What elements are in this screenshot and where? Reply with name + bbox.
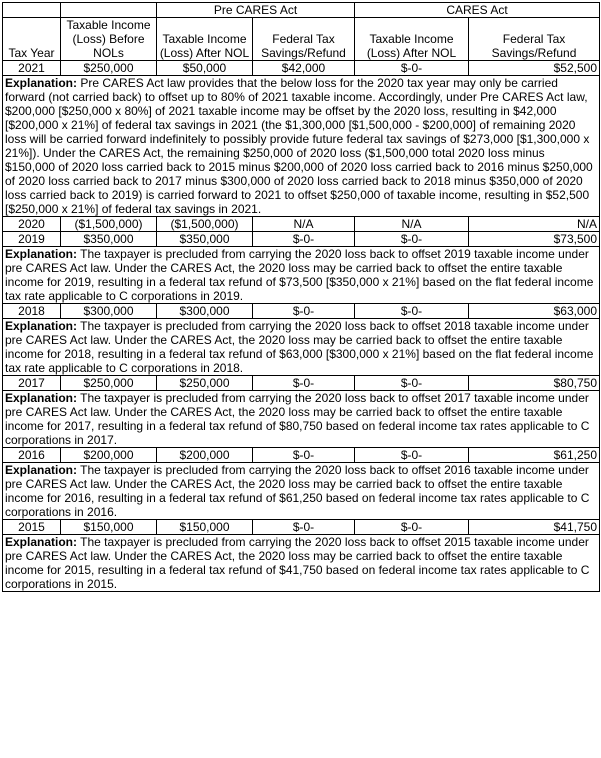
table-row — [3, 376, 600, 391]
header-cares: CARES Act — [355, 3, 600, 18]
explanation-label: Explanation: — [5, 319, 78, 333]
cell-pre-after-nol: $200,000 — [157, 448, 253, 463]
explanation-text: The taxpayer is precluded from carrying the 2020 loss back to offset 2015 taxable income under pre CARES Act law. Under the CARES Act, the 2020 loss may be carried back to offset the entire taxable income for 2015, resulting in a federal tax refund of $41,750 based on federal income tax rates applicable to C corporations in 2015. — [5, 535, 590, 591]
cell-pre-after-nol: $50,000 — [157, 61, 253, 76]
cell-before-nols: ($1,500,000) — [61, 217, 157, 232]
cell-pre-after-nol: $300,000 — [157, 304, 253, 319]
cell-tax-year: 2021 — [3, 61, 61, 76]
cell-pre-savings: $42,000 — [253, 61, 355, 76]
cell-before-nols: $150,000 — [61, 520, 157, 535]
explanation-label: Explanation: — [5, 463, 78, 477]
explanation-cell — [3, 319, 600, 376]
cell-tax-year: 2020 — [3, 217, 61, 232]
cell-pre-savings: $-0- — [253, 232, 355, 247]
header-blank-before — [61, 3, 157, 18]
explanation-row — [3, 391, 600, 448]
explanation-label: Explanation: — [5, 247, 78, 261]
cell-pre-after-nol: $150,000 — [157, 520, 253, 535]
cell-before-nols: $200,000 — [61, 448, 157, 463]
table-row — [3, 61, 600, 76]
explanation-cell — [3, 535, 600, 592]
cell-before-nols: $250,000 — [61, 376, 157, 391]
cell-pre-savings: $-0- — [253, 304, 355, 319]
table-row — [3, 448, 600, 463]
cell-cares-after-nol: $-0- — [355, 61, 469, 76]
explanation-text: The taxpayer is precluded from carrying the 2020 loss back to offset 2016 taxable income under pre CARES Act law. Under the CARES Act, the 2020 loss may be carried back to offset the entire taxable income for 2016, resulting in a federal tax refund of $61,250 based on federal income tax rates applicable to C corporations in 2016. — [5, 463, 590, 519]
explanation-text: The taxpayer is precluded from carrying the 2020 loss back to offset 2017 taxable income under pre CARES Act law. Under the CARES Act, the 2020 loss may be carried back to offset the entire taxable income for 2017, resulting in a federal tax refund of $80,750 based on federal income tax rates applicable to C corporations in 2017. — [5, 391, 590, 447]
table-row — [3, 217, 600, 232]
table-row — [3, 520, 600, 535]
cell-cares-savings: N/A — [469, 217, 600, 232]
header-pre-cares: Pre CARES Act — [157, 3, 355, 18]
cell-pre-savings: $-0- — [253, 376, 355, 391]
explanation-cell — [3, 247, 600, 304]
cell-pre-savings: N/A — [253, 217, 355, 232]
table-row — [3, 232, 600, 247]
cell-cares-after-nol: N/A — [355, 217, 469, 232]
header-group-row — [3, 3, 600, 18]
cell-pre-after-nol: $250,000 — [157, 376, 253, 391]
cell-before-nols: $300,000 — [61, 304, 157, 319]
cell-pre-after-nol: ($1,500,000) — [157, 217, 253, 232]
explanation-label: Explanation: — [5, 535, 78, 549]
explanation-label: Explanation: — [5, 391, 78, 405]
cell-before-nols: $350,000 — [61, 232, 157, 247]
explanation-text: The taxpayer is precluded from carrying the 2020 loss back to offset 2019 taxable income under pre CARES Act law. Under the CARES Act, the 2020 loss may be carried back to offset the entire taxable income for 2019, resulting in a federal tax refund of $73,500 [$350,000 x 21%] based on the flat federal income tax rate applicable to C corporations in 2019. — [5, 247, 594, 303]
cell-tax-year: 2016 — [3, 448, 61, 463]
explanation-row — [3, 463, 600, 520]
cell-cares-after-nol: $-0- — [355, 520, 469, 535]
header-blank-year — [3, 3, 61, 18]
cell-pre-savings: $-0- — [253, 520, 355, 535]
explanation-row — [3, 535, 600, 592]
cell-cares-savings: $80,750 — [469, 376, 600, 391]
explanation-text: The taxpayer is precluded from carrying the 2020 loss back to offset 2018 taxable income under pre CARES Act law. Under the CARES Act, the 2020 loss may be carried back to offset the entire taxable income for 2018, resulting in a federal tax refund of $63,000 [$300,000 x 21%] based on the flat federal income tax rate applicable to C corporations in 2018. — [5, 319, 594, 375]
col-tax-year: Tax Year — [3, 18, 61, 61]
explanation-cell — [3, 463, 600, 520]
explanation-cell — [3, 76, 600, 217]
table-row — [3, 304, 600, 319]
cell-cares-after-nol: $-0- — [355, 376, 469, 391]
explanation-cell — [3, 391, 600, 448]
cell-cares-savings: $61,250 — [469, 448, 600, 463]
explanation-row — [3, 76, 600, 217]
explanation-label: Explanation: — [5, 76, 78, 90]
col-cares-after-nol: Taxable Income (Loss) After NOL — [355, 18, 469, 61]
cell-cares-savings: $63,000 — [469, 304, 600, 319]
col-pre-savings: Federal Tax Savings/Refund — [253, 18, 355, 61]
explanation-row — [3, 319, 600, 376]
nol-comparison-table — [2, 2, 600, 592]
cell-pre-savings: $-0- — [253, 448, 355, 463]
cell-tax-year: 2015 — [3, 520, 61, 535]
col-pre-after-nol: Taxable Income (Loss) After NOL — [157, 18, 253, 61]
col-before-nols: Taxable Income (Loss) Before NOLs — [61, 18, 157, 61]
explanation-text: Pre CARES Act law provides that the below loss for the 2020 tax year may only be carried forward (not carried back) to offset up to 80% of 2021 taxable income. Accordingly, under Pre CARES Act law, $200,000 [$250,000 x 80%] of 2021 taxable income may be offset by the 2020 loss, resulting in $42,000 [$200,000 x 21%] of federal tax savings in 2021 (the $1,300,000 [$1,500,000 - $200,000] of remaining 2020 loss will be carried forward indefinitely to possibly provide future federal tax savings of $273,000 [$1,300,000 x 21%]). Under the CARES Act, the remaining $250,000 of 2020 loss ($1,500,000 total 2020 loss minus $150,000 of 2020 loss carried back to 2015 minus $200,000 of 2020 loss carried back to 2016 minus $250,000 of 2020 loss carried back to 2017 minus $300,000 of 2020 loss carried back to 2018 minus $350,000 of 2020 loss carried back to 2019) is carried forward to 2021 to offset $250,000 of taxable income, resulting in $52,500 [$250,000 x 21%] of federal tax savings in 2021. — [5, 76, 593, 216]
cell-cares-savings: $73,500 — [469, 232, 600, 247]
header-columns-row — [3, 18, 600, 61]
cell-cares-savings: $41,750 — [469, 520, 600, 535]
col-cares-savings: Federal Tax Savings/Refund — [469, 18, 600, 61]
cell-cares-after-nol: $-0- — [355, 448, 469, 463]
cell-pre-after-nol: $350,000 — [157, 232, 253, 247]
cell-cares-savings: $52,500 — [469, 61, 600, 76]
cell-tax-year: 2018 — [3, 304, 61, 319]
cell-tax-year: 2019 — [3, 232, 61, 247]
cell-tax-year: 2017 — [3, 376, 61, 391]
cell-cares-after-nol: $-0- — [355, 304, 469, 319]
cell-before-nols: $250,000 — [61, 61, 157, 76]
cell-cares-after-nol: $-0- — [355, 232, 469, 247]
explanation-row — [3, 247, 600, 304]
